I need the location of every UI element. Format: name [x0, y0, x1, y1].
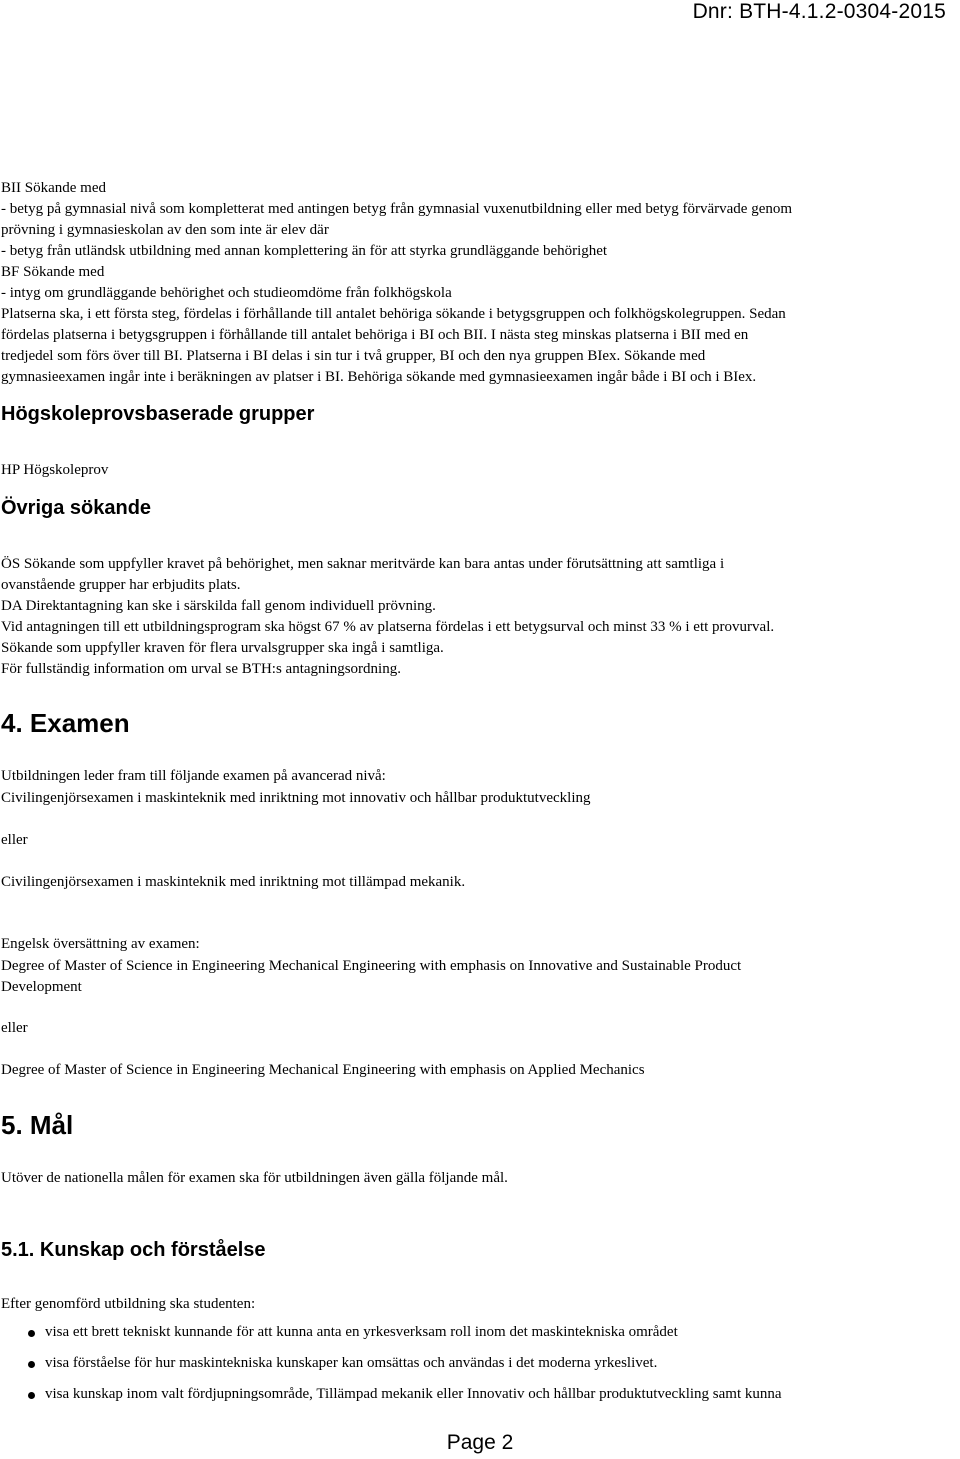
- intro-line: tredjedel som förs över till BI. Platserna i BI delas i sin tur i två grupper, BI och den nya gruppen BIex. Sökande med: [1, 348, 706, 364]
- ovriga-block: [1, 554, 952, 680]
- list-item-text: visa förståelse för hur maskintekniska kunskaper kan omsättas och användas i det moderna yrkeslivet.: [45, 1355, 658, 1371]
- list-item-text: visa kunskap inom valt fördjupningsområde, Tillämpad mekanik eller Innovativ och hållbar produktutveckling samt kunna: [45, 1386, 782, 1402]
- examen-or-2: eller: [1, 1020, 28, 1036]
- hp-text: HP Högskoleprov: [1, 462, 109, 478]
- ovriga-line: ÖS Sökande som uppfyller kravet på behörighet, men saknar meritvärde kan bara antas under förutsättning att samtliga i: [1, 556, 725, 572]
- ovriga-line: ovanstående grupper har erbjudits plats.: [1, 577, 241, 593]
- kunskap-heading: 5.1. Kunskap och förståelse: [1, 1239, 266, 1261]
- ovriga-line: Sökande som uppfyller kraven för flera urvalsgrupper ska ingå i samtliga.: [1, 640, 444, 656]
- examen-english-1-line: Development: [1, 979, 82, 995]
- examen-degree-1: Civilingenjörsexamen i maskinteknik med inriktning mot innovativ och hållbar produktutveckling: [1, 790, 591, 806]
- hp-heading: Högskoleprovsbaserade grupper: [1, 403, 315, 425]
- intro-line: - intyg om grundläggande behörighet och studieomdöme från folkhögskola: [1, 285, 452, 301]
- ovriga-line: Vid antagningen till ett utbildningsprogram ska högst 67 % av platserna fördelas i ett betygsurval och minst 33 % i ett provurval.: [1, 619, 775, 635]
- intro-line: fördelas platserna i betygsgruppen i förhållande till antalet behöriga i BI och BII. I nästa steg minskas platserna i BII med en: [1, 327, 749, 343]
- examen-english-1-line: Degree of Master of Science in Engineering Mechanical Engineering with emphasis on Innovative and Sustainable Product: [1, 958, 742, 974]
- ovriga-line: DA Direktantagning kan ske i särskilda fall genom individuell prövning.: [1, 598, 436, 614]
- examen-degree-2: Civilingenjörsexamen i maskinteknik med inriktning mot tillämpad mekanik.: [1, 874, 466, 890]
- bullet-icon: [28, 1361, 35, 1368]
- ovriga-heading: Övriga sökande: [1, 497, 152, 519]
- intro-block: [1, 178, 952, 388]
- examen-english-2: Degree of Master of Science in Engineering Mechanical Engineering with emphasis on Applied Mechanics: [1, 1062, 645, 1078]
- examen-english-1: [1, 956, 952, 998]
- examen-intro: Utbildningen leder fram till följande examen på avancerad nivå:: [1, 768, 386, 784]
- goals-list: [0, 1322, 782, 1415]
- intro-line: prövning i gymnasieskolan av den som inte är elev där: [1, 222, 329, 238]
- list-item: [0, 1322, 782, 1353]
- list-item: [0, 1353, 782, 1384]
- intro-line: gymnasieexamen ingår inte i beräkningen av platser i BI. Behöriga sökande med gymnasieexamen ingår både i BI och i BIex.: [1, 369, 757, 385]
- bullet-icon: [28, 1392, 35, 1399]
- examen-or-1: eller: [1, 832, 28, 848]
- examen-heading: 4. Examen: [1, 708, 130, 738]
- list-item-text: visa ett brett tekniskt kunnande för att kunna anta en yrkesverksam roll inom det maskintekniska området: [45, 1324, 678, 1340]
- page-number: Page 2: [446, 1431, 514, 1454]
- ovriga-line: För fullständig information om urval se BTH:s antagningsordning.: [1, 661, 401, 677]
- intro-line: - betyg från utländsk utbildning med annan komplettering än för att styrka grundläggande behörighet: [1, 243, 608, 259]
- intro-line: - betyg på gymnasial nivå som kompletterat med antingen betyg från gymnasial vuxenutbildning eller med betyg förvärvade genom: [1, 201, 793, 217]
- mal-text: Utöver de nationella målen för examen ska för utbildningen även gälla följande mål.: [1, 1170, 508, 1186]
- intro-line: BII Sökande med: [1, 180, 106, 196]
- intro-line: Platserna ska, i ett första steg, fördelas i förhållande till antalet behöriga sökande i betygsgruppen och folkhögskolegruppen. Sedan: [1, 306, 786, 322]
- list-item: [0, 1384, 782, 1415]
- document-number: Dnr: BTH-4.1.2-0304-2015: [692, 0, 946, 23]
- mal-heading: 5. Mål: [1, 1110, 74, 1140]
- examen-english-label: Engelsk översättning av examen:: [1, 936, 200, 952]
- kunskap-intro: Efter genomförd utbildning ska studenten:: [1, 1296, 256, 1312]
- intro-line: BF Sökande med: [1, 264, 105, 280]
- bullet-icon: [28, 1330, 35, 1337]
